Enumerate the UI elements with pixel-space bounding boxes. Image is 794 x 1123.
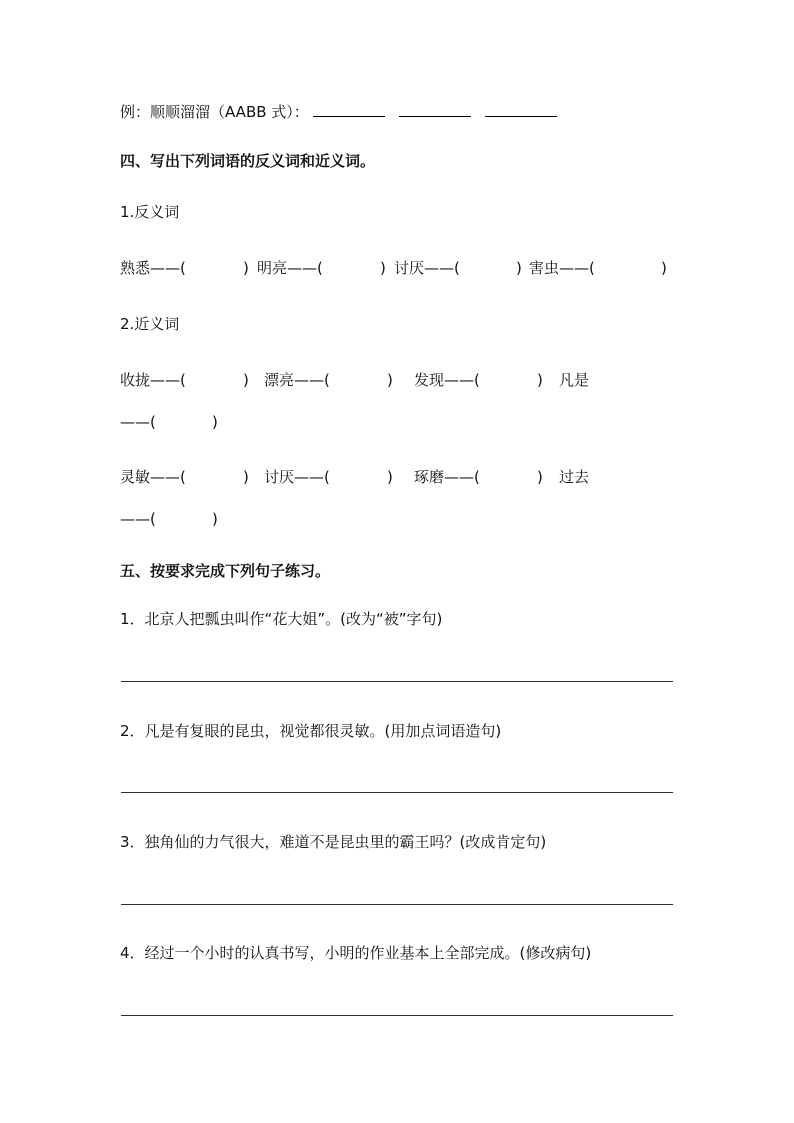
answer-paren-close: ) (243, 259, 249, 277)
answer-paren-close: ) (212, 510, 218, 528)
question-1: 1．北京人把瓢虫叫作“花大姐”。(改为“被”字句) (120, 610, 443, 628)
answer-line[interactable] (121, 1015, 673, 1016)
example-line (120, 102, 557, 122)
answer-paren-close: ) (537, 371, 543, 389)
answer-paren-close: ) (243, 371, 249, 389)
section-4-heading: 四、写出下列词语的反义词和近义词。 (120, 152, 376, 170)
antonym-item: 害虫——( (529, 259, 595, 277)
answer-line[interactable] (121, 681, 673, 682)
question-2: 2．凡是有复眼的昆虫，视觉都很灵敏。(用加点词语造句) (120, 722, 502, 740)
synonym-item: 过去 (559, 468, 590, 486)
synonym-item-wrap: ——( (120, 510, 156, 528)
synonym-item: 收拢——( (120, 371, 186, 389)
answer-blank[interactable] (313, 102, 385, 117)
synonym-item-wrap: ——( (120, 413, 156, 431)
question-4: 4．经过一个小时的认真书写，小明的作业基本上全部完成。(修改病句) (120, 944, 592, 962)
synonym-item: 漂亮——( (264, 371, 330, 389)
synonym-item: 灵敏——( (120, 468, 186, 486)
section-5-heading: 五、按要求完成下列句子练习。 (120, 562, 331, 580)
synonym-label: 2.近义词 (120, 315, 180, 333)
answer-line[interactable] (121, 904, 673, 905)
answer-blank[interactable] (485, 102, 557, 117)
synonym-item: 凡是 (559, 371, 590, 389)
question-3: 3．独角仙的力气很大，难道不是昆虫里的霸王吗？(改成肯定句) (120, 833, 547, 851)
answer-paren-close: ) (387, 468, 393, 486)
antonym-label: 1.反义词 (120, 203, 180, 221)
synonym-item: 发现——( (414, 371, 480, 389)
answer-paren-close: ) (537, 468, 543, 486)
answer-paren-close: ) (387, 371, 393, 389)
answer-blank[interactable] (399, 102, 471, 117)
synonym-item: 讨厌——( (264, 468, 330, 486)
answer-paren-close: ) (243, 468, 249, 486)
antonym-item: 讨厌——( (394, 259, 460, 277)
answer-paren-close: ) (516, 259, 522, 277)
synonym-item: 琢磨——( (414, 468, 480, 486)
answer-paren-close: ) (380, 259, 386, 277)
answer-line[interactable] (121, 792, 673, 793)
antonym-item: 明亮——( (257, 259, 323, 277)
answer-paren-close: ) (212, 413, 218, 431)
antonym-item: 熟悉——( (120, 259, 186, 277)
example-text: 例：顺顺溜溜（AABB 式）： (120, 103, 309, 121)
answer-paren-close: ) (661, 259, 667, 277)
